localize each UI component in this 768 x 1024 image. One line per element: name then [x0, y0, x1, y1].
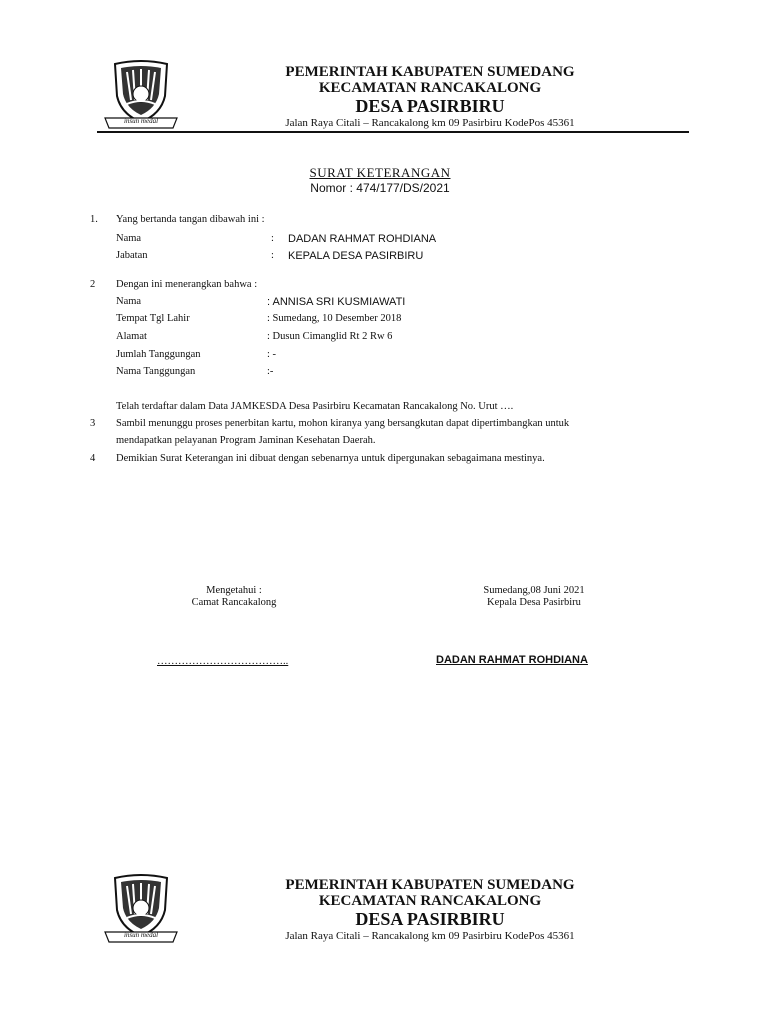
subject-address-value: : Dusun Cimanglid Rt 2 Rw 6	[267, 331, 393, 342]
district-name-bottom: KECAMATAN RANCAKALONG	[318, 893, 542, 909]
signer-name-colon: :	[271, 233, 274, 244]
regency-emblem-icon-bottom	[101, 874, 181, 944]
emblem-banner-text-bottom: insun medal	[123, 931, 159, 939]
government-name-bottom: PEMERINTAH KABUPATEN SUMEDANG	[285, 877, 575, 893]
section3-line2: mendapatkan pelayanan Program Jaminan Kesehatan Daerah.	[116, 435, 376, 446]
section2-number: 2	[90, 279, 96, 290]
subject-name-label: Nama	[116, 296, 142, 307]
dependents-count-value: : -	[267, 349, 277, 360]
document-number: Nomor : 474/177/DS/2021	[310, 181, 450, 195]
signer-position-colon: :	[271, 250, 274, 261]
dependents-name-value: :-	[267, 366, 274, 377]
office-address-bottom: Jalan Raya Citali – Rancakalong km 09 Pasirbiru KodePos 45361	[285, 930, 575, 942]
dependents-count-label: Jumlah Tanggungan	[116, 349, 201, 360]
section3-line1: Sambil menunggu proses penerbitan kartu, mohon kiranya yang bersangkutan dapat dipertimbangkan untuk	[116, 418, 570, 429]
district-name: KECAMATAN RANCAKALONG	[318, 80, 542, 96]
signer-position-label: Jabatan	[116, 250, 148, 261]
village-name: DESA PASIRBIRU	[355, 96, 505, 116]
section1-number: 1.	[90, 214, 98, 225]
signer-name-value: DADAN RAHMAT ROHDIANA	[288, 233, 437, 245]
section1-intro: Yang bertanda tangan dibawah ini :	[116, 214, 265, 225]
registration-statement: Telah terdaftar dalam Data JAMKESDA Desa Pasirbiru Kecamatan Rancakalong No. Urut ….	[116, 401, 514, 412]
document-title	[200, 165, 560, 181]
right-sign-name: DADAN RAHMAT ROHDIANA	[436, 654, 588, 666]
emblem-banner-text: insun medal	[123, 117, 159, 125]
subject-birth-label: Tempat Tgl Lahir	[116, 313, 190, 324]
government-name: PEMERINTAH KABUPATEN SUMEDANG	[285, 64, 575, 80]
left-sign-title: Camat Rancakalong	[191, 597, 277, 608]
section4-line1: Demikian Surat Keterangan ini dibuat dengan sebenarnya untuk dipergunakan sebagaimana mestinya.	[116, 453, 545, 464]
section2-intro: Dengan ini menerangkan bahwa :	[116, 279, 258, 290]
subject-name-value: : ANNISA SRI KUSMIAWATI	[267, 296, 406, 308]
letterhead-divider	[97, 131, 689, 133]
left-sign-name: ………………………………..	[157, 656, 289, 667]
section4-number: 4	[90, 453, 96, 464]
signer-position-value: KEPALA DESA PASIRBIRU	[288, 250, 424, 262]
right-sign-title: Kepala Desa Pasirbiru	[487, 597, 581, 608]
section3-number: 3	[90, 418, 96, 429]
left-sign-caption: Mengetahui :	[206, 585, 262, 596]
village-name-bottom: DESA PASIRBIRU	[355, 909, 505, 929]
regency-emblem-icon	[101, 60, 181, 130]
subject-birth-value: : Sumedang, 10 Desember 2018	[267, 313, 402, 324]
subject-address-label: Alamat	[116, 331, 147, 342]
office-address: Jalan Raya Citali – Rancakalong km 09 Pasirbiru KodePos 45361	[285, 117, 575, 129]
document-title-text: SURAT KETERANGAN	[309, 165, 451, 180]
right-sign-date: Sumedang,08 Juni 2021	[483, 585, 585, 596]
signer-name-label: Nama	[116, 233, 142, 244]
dependents-name-label: Nama Tanggungan	[116, 366, 196, 377]
